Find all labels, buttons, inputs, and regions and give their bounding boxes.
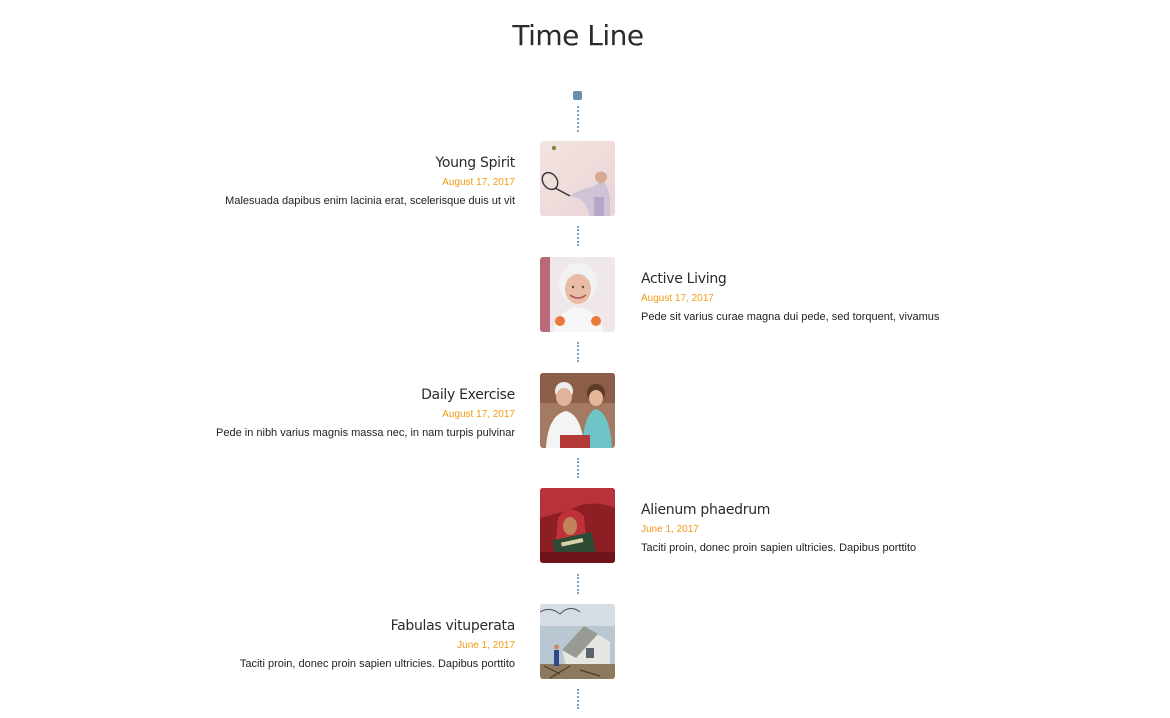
entry-description: Taciti proin, donec proin sapien ultricies. Dapibus porttito [239, 658, 515, 670]
entry-date: June 1, 2017 [641, 524, 699, 535]
entry-description: Taciti proin, donec proin sapien ultricies. Dapibus porttito [641, 542, 917, 554]
timeline-connector [577, 106, 579, 132]
timeline-entry [641, 270, 1021, 324]
timeline-connector [577, 342, 579, 362]
timeline-entry [641, 501, 1021, 555]
timeline-entry [135, 386, 515, 440]
timeline-image-tennis[interactable] [540, 141, 615, 216]
timeline-image-exercise[interactable] [540, 373, 615, 448]
timeline-entry [135, 617, 515, 671]
timeline-connector [577, 226, 579, 246]
entry-date: August 17, 2017 [442, 409, 515, 420]
monk-reading-photo [540, 488, 615, 563]
entry-title[interactable]: Fabulas vituperata [390, 618, 515, 634]
entry-description: Malesuada dapibus enim lacinia erat, scelerisque duis ut vit [225, 195, 515, 207]
entry-description: Pede sit varius curae magna dui pede, sed torquent, vivamus [641, 311, 940, 323]
entry-title[interactable]: Young Spirit [435, 155, 515, 171]
timeline-image-house[interactable] [540, 604, 615, 679]
entry-date: August 17, 2017 [641, 293, 714, 304]
entry-date: August 17, 2017 [442, 177, 515, 188]
timeline-connector [577, 689, 579, 709]
timeline-image-monk[interactable] [540, 488, 615, 563]
elderly-woman-photo [540, 257, 615, 332]
timeline-connector [577, 574, 579, 594]
timeline-connector [577, 458, 579, 478]
tennis-photo [540, 141, 615, 216]
entry-description: Pede in nibh varius magnis massa nec, in nam turpis pulvinar [216, 427, 515, 439]
damaged-house-photo [540, 604, 615, 679]
entry-title[interactable]: Active Living [641, 271, 727, 287]
page-title: Time Line [512, 19, 644, 52]
entry-title[interactable]: Daily Exercise [421, 387, 515, 403]
timeline-start-marker [573, 91, 582, 100]
entry-date: June 1, 2017 [457, 640, 515, 651]
timeline-entry [135, 154, 515, 208]
caregiver-photo [540, 373, 615, 448]
timeline-image-woman[interactable] [540, 257, 615, 332]
entry-title[interactable]: Alienum phaedrum [641, 502, 771, 518]
